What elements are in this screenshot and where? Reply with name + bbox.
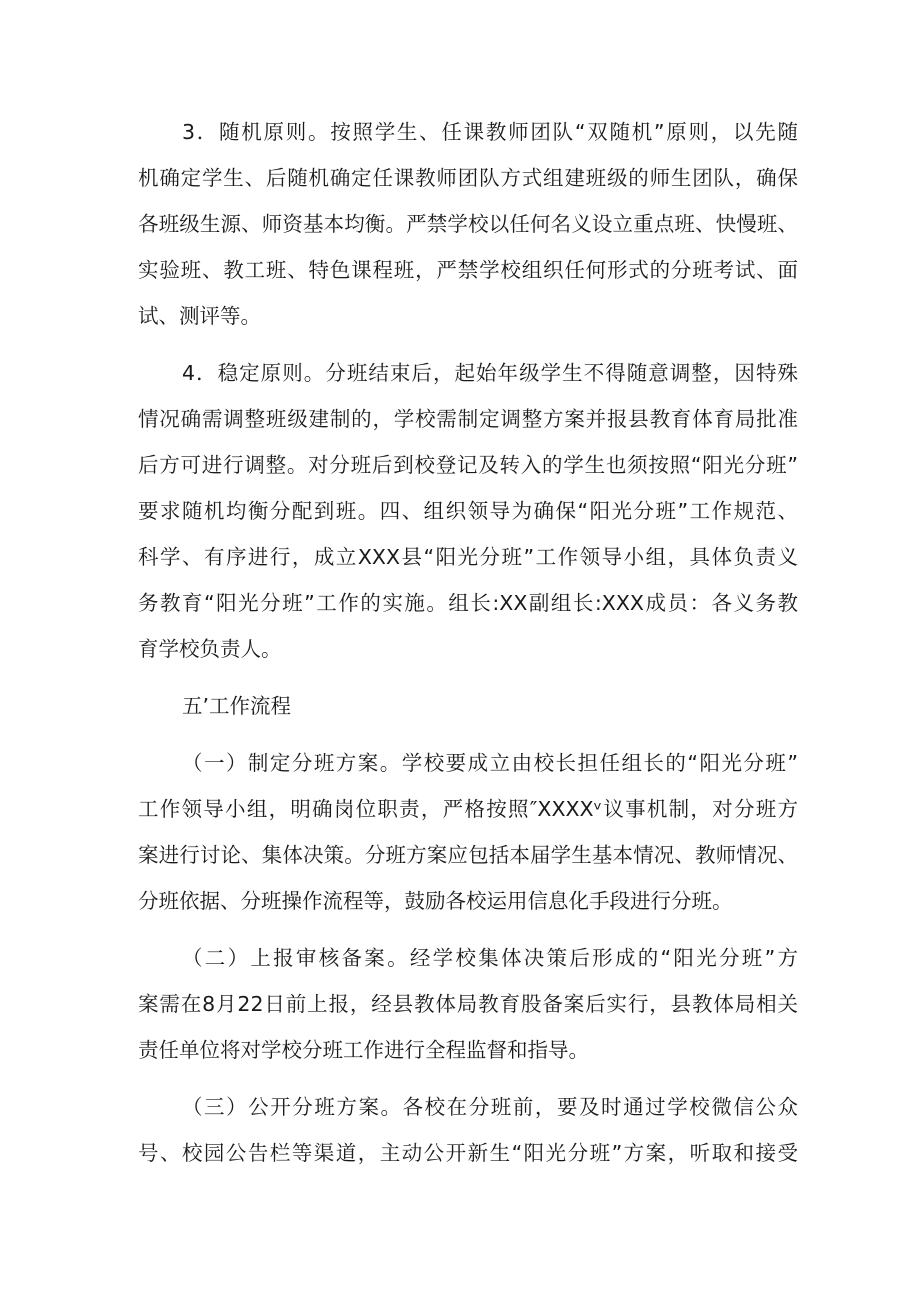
- paragraph-line: 分班依据、分班操作流程等，鼓励各校运用信息化手段进行分班。: [138, 889, 733, 913]
- paragraph-line: 务教育“阳光分班”工作的实施。组长:XX副组长:XXX成员：各义务教: [138, 591, 798, 615]
- paragraph-line: 各班级生源、师资基本均衡。严禁学校以任何名义设立重点班、快慢班、: [138, 212, 798, 236]
- paragraph-line: 3．随机原则。按照学生、任课教师团队“双随机”原则，以先随: [182, 120, 798, 144]
- paragraph-line: 实验班、教工班、特色课程班，严禁学校组织任何形式的分班考试、面: [138, 258, 798, 282]
- paragraph-line: （二）上报审核备案。经学校集体决策后形成的“阳光分班”方: [182, 946, 798, 970]
- paragraph-line: 号、校园公告栏等渠道，主动公开新生“阳光分班”方案，听取和接受: [138, 1141, 798, 1165]
- paragraph-line: （一）制定分班方案。学校要成立由校长担任组长的“阳光分班”: [182, 751, 798, 775]
- paragraph-line: 工作领导小组，明确岗位职责，严格按照″XXXXᵛ议事机制，对分班方: [138, 797, 798, 821]
- paragraph-line: （三）公开分班方案。各校在分班前，要及时通过学校微信公众: [182, 1095, 798, 1119]
- section-heading: 五’工作流程: [182, 694, 292, 718]
- paragraph-line: 后方可进行调整。对分班后到校登记及转入的学生也须按照“阳光分班”: [138, 453, 798, 477]
- paragraph-line: 要求随机均衡分配到班。四、组织领导为确保“阳光分班”工作规范、: [138, 499, 798, 523]
- paragraph-line: 试、测评等。: [138, 304, 261, 328]
- paragraph-line: 情况确需调整班级建制的，学校需制定调整方案并报县教育体育局批准: [138, 407, 798, 431]
- paragraph-line: 责任单位将对学校分班工作进行全程监督和指导。: [138, 1038, 589, 1062]
- paragraph-line: 4．稳定原则。分班结束后，起始年级学生不得随意调整，因特殊: [182, 361, 798, 385]
- paragraph-line: 机确定学生、后随机确定任课教师团队方式组建班级的师生团队，确保: [138, 166, 798, 190]
- paragraph-line: 案需在8月22日前上报，经县教体局教育股备案后实行，县教体局相关: [138, 992, 798, 1016]
- paragraph-line: 育学校负责人。: [138, 637, 282, 661]
- paragraph-line: 科学、有序进行，成立XXX县“阳光分班”工作领导小组，具体负责义: [138, 545, 798, 569]
- paragraph-line: 案进行讨论、集体决策。分班方案应包括本届学生基本情况、教师情况、: [138, 843, 798, 867]
